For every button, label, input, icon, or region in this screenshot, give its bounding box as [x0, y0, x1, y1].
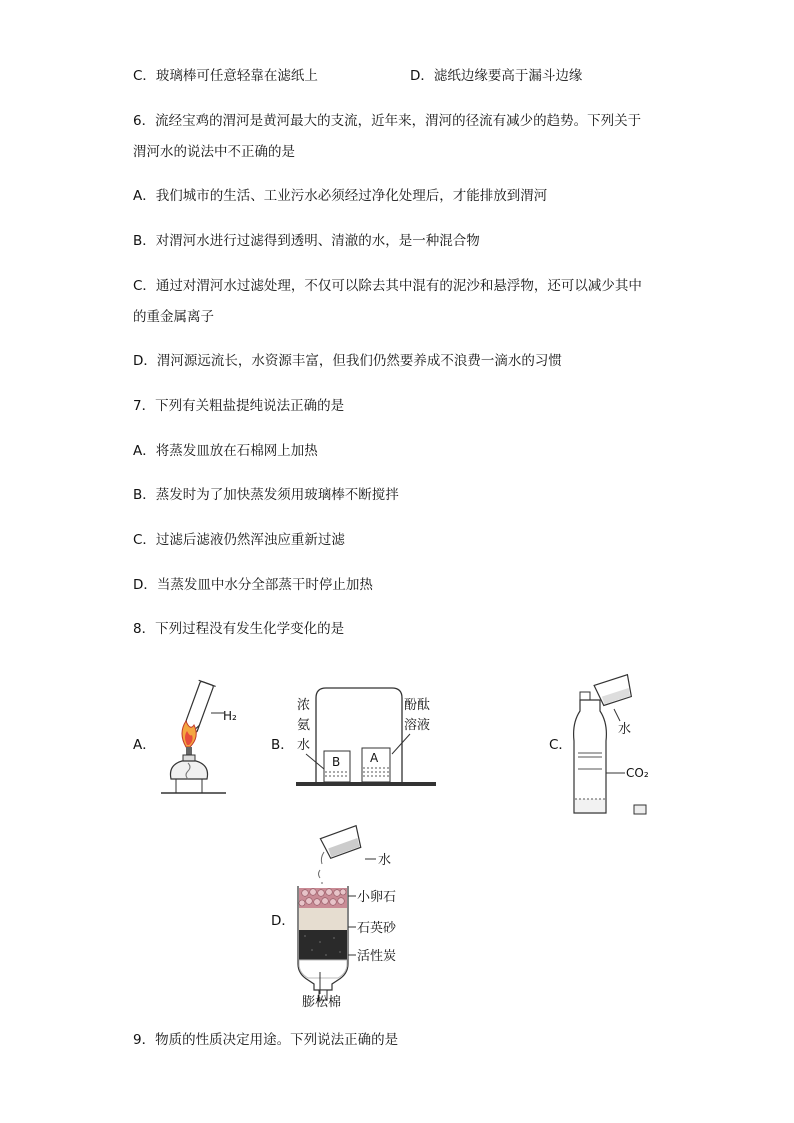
fig-c-bottle — [570, 665, 680, 820]
fig-b-beaker-b: B — [332, 755, 341, 769]
fig-b-left-line2: 氨 — [297, 718, 311, 733]
fig-d-label: D． — [271, 913, 295, 929]
q7-option-d: D．当蒸发皿中水分全部蒸干时停止加热 — [133, 577, 373, 593]
q6-option-d: D．渭河源远流长，水资源丰富，但我们仍然要养成不浪费一滴水的习惯 — [133, 353, 562, 369]
fig-b-right-line2: 溶液 — [404, 718, 431, 733]
q6-option-a: A．我们城市的生活、工业污水必须经过净化处理后，才能排放到渭河 — [133, 188, 548, 204]
q6-option-c-line2: 的重金属离子 — [133, 309, 214, 325]
fig-c-label: C． — [549, 737, 572, 753]
fig-a-h2: H₂ — [223, 709, 237, 723]
fig-d-filter — [290, 822, 420, 1012]
q9-stem: 9．物质的性质决定用途。下列说法正确的是 — [133, 1032, 399, 1048]
q5-option-c: C．玻璃棒可任意轻靠在滤纸上 — [133, 68, 318, 84]
q6-stem-line2: 渭河水的说法中不正确的是 — [133, 144, 295, 160]
q7-option-c: C．过滤后滤液仍然浑浊应重新过滤 — [133, 532, 345, 548]
fig-d-water: 水 — [378, 853, 392, 868]
fig-c-water: 水 — [618, 722, 632, 737]
q7-option-b: B．蒸发时为了加快蒸发须用玻璃棒不断搅拌 — [133, 487, 399, 503]
fig-b-label: B． — [271, 737, 294, 753]
fig-a-lamp-tube — [156, 675, 256, 800]
fig-a-label: A． — [133, 737, 156, 753]
fig-b-right-line1: 酚酞 — [404, 698, 431, 713]
q5-option-d: D．滤纸边缘要高于漏斗边缘 — [410, 68, 583, 84]
q6-stem-line1: 6．流经宝鸡的渭河是黄河最大的支流，近年来，渭河的径流有减少的趋势。下列关于 — [133, 113, 642, 129]
fig-d-pebble: 小卵石 — [357, 890, 397, 905]
fig-b-belljar — [292, 684, 442, 794]
q7-stem: 7．下列有关粗盐提纯说法正确的是 — [133, 398, 345, 414]
fig-b-left-line3: 水 — [297, 738, 311, 753]
fig-d-cotton: 膨松棉 — [302, 995, 342, 1010]
fig-c-co2: CO₂ — [626, 766, 649, 780]
fig-b-beaker-a: A — [370, 751, 379, 765]
q7-option-a: A．将蒸发皿放在石棉网上加热 — [133, 443, 318, 459]
fig-d-quartz: 石英砂 — [357, 921, 397, 936]
q8-stem: 8．下列过程没有发生化学变化的是 — [133, 621, 345, 637]
fig-d-carbon: 活性炭 — [357, 949, 397, 964]
fig-b-left-line1: 浓 — [297, 698, 311, 713]
q6-option-c-line1: C．通过对渭河水过滤处理，不仅可以除去其中混有的泥沙和悬浮物，还可以减少其中 — [133, 278, 642, 294]
q6-option-b: B．对渭河水进行过滤得到透明、清澈的水，是一种混合物 — [133, 233, 480, 249]
